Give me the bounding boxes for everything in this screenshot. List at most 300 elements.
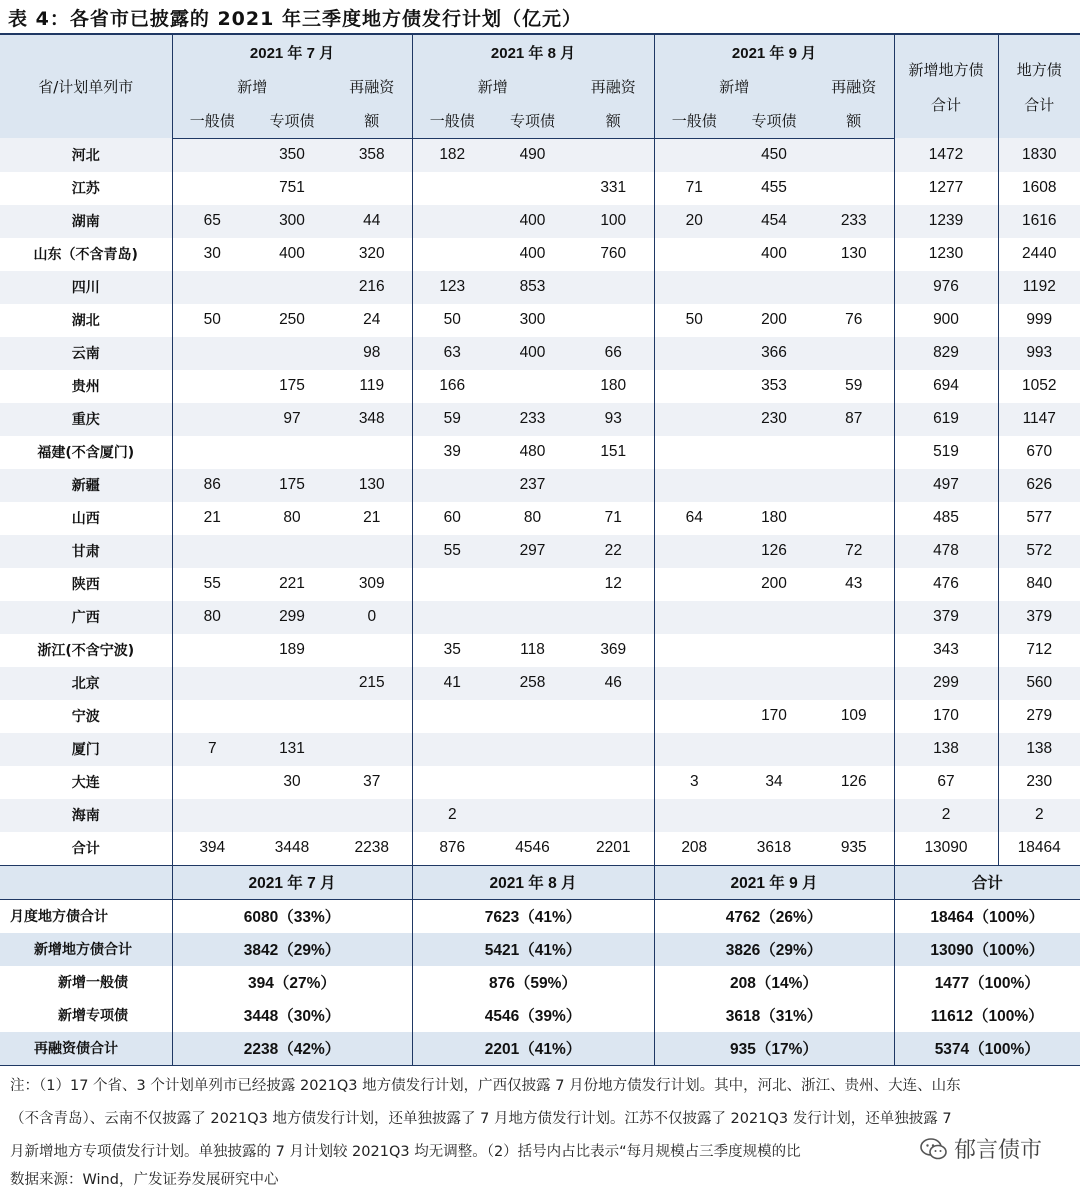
table-cell xyxy=(734,667,814,700)
table-cell xyxy=(573,601,654,634)
table-cell: 1147 xyxy=(998,403,1080,436)
table-cell: 50 xyxy=(172,304,252,337)
table-cell xyxy=(172,370,252,403)
region-name: 四川 xyxy=(0,271,172,304)
table-cell xyxy=(734,634,814,667)
table-cell xyxy=(252,700,332,733)
watermark xyxy=(916,1133,1046,1164)
new-header: 新增 xyxy=(654,69,814,103)
table-cell xyxy=(252,667,332,700)
table-cell xyxy=(412,238,492,271)
table-cell xyxy=(172,535,252,568)
region-name: 重庆 xyxy=(0,403,172,436)
special-bond-header: 专项债 xyxy=(252,103,332,138)
total-header-line1: 地方债 xyxy=(1016,60,1062,79)
table-cell xyxy=(734,436,814,469)
table-cell xyxy=(172,436,252,469)
summary-cell: 18464（100%） xyxy=(894,899,1080,933)
region-name: 江苏 xyxy=(71,181,100,197)
table-cell xyxy=(814,502,894,535)
table-cell: 394 xyxy=(172,832,252,866)
summary-cell: 208（14%） xyxy=(654,966,894,999)
table-cell xyxy=(654,138,734,172)
table-cell xyxy=(492,568,573,601)
table-cell: 230 xyxy=(734,403,814,436)
table-row xyxy=(0,766,1080,799)
table-cell xyxy=(573,271,654,304)
table-cell xyxy=(412,172,492,205)
summary-row xyxy=(0,899,1080,933)
new-header: 新增 xyxy=(412,69,573,103)
region-name: 河北 xyxy=(0,138,172,172)
table-cell: 279 xyxy=(998,700,1080,733)
table-cell xyxy=(814,271,894,304)
table-cell xyxy=(172,766,252,799)
table-cell: 350 xyxy=(252,138,332,172)
region-name: 宁波 xyxy=(71,709,100,725)
table-cell: 20 xyxy=(654,205,734,238)
table-cell: 97 xyxy=(252,403,332,436)
table-cell xyxy=(814,667,894,700)
table-cell xyxy=(332,436,412,469)
table-cell: 63 xyxy=(412,337,492,370)
region-name: 甘肃 xyxy=(0,535,172,568)
table-cell: 37 xyxy=(363,773,381,790)
special-bond-header: 专项债 xyxy=(492,103,573,138)
table-cell: 478 xyxy=(894,535,998,568)
data-source: 数据来源：Wind，广发证券发展研究中心 xyxy=(10,1172,279,1188)
month-header-sep: 2021 年 9 月 xyxy=(654,34,894,69)
table-cell: 1616 xyxy=(998,205,1080,238)
table-cell: 712 xyxy=(998,634,1080,667)
table-row xyxy=(0,502,1080,535)
table-title: 表 4：各省市已披露的 2021 年三季度地方债发行计划（亿元） xyxy=(8,8,582,30)
table-row xyxy=(0,205,1080,238)
table-row xyxy=(0,172,1080,205)
table-cell: 369 xyxy=(600,641,627,658)
table-cell: 1472 xyxy=(894,138,998,172)
table-cell: 455 xyxy=(761,179,787,196)
table-cell: 170 xyxy=(761,707,787,724)
table-cell xyxy=(814,138,894,172)
summary-header-row xyxy=(0,865,1080,899)
table-cell: 98 xyxy=(332,337,412,370)
table-cell: 309 xyxy=(358,575,385,592)
table-cell xyxy=(412,469,492,502)
table-cell: 3618 xyxy=(734,832,814,866)
table-cell xyxy=(492,601,573,634)
summary-row xyxy=(0,999,1080,1032)
table-cell xyxy=(332,733,412,766)
table-row xyxy=(0,337,1080,370)
summary-row xyxy=(0,933,1080,966)
table-cell xyxy=(814,634,894,667)
table-cell: 1277 xyxy=(894,172,998,205)
table-cell: 400 xyxy=(761,245,787,262)
summary-label: 再融资债合计 xyxy=(0,1032,172,1066)
table-cell xyxy=(492,799,573,832)
table-cell xyxy=(412,601,492,634)
table-cell: 80 xyxy=(523,509,542,526)
table-cell: 400 xyxy=(492,337,573,370)
month-header-aug: 2021 年 8 月 xyxy=(412,34,654,69)
table-cell xyxy=(492,766,573,799)
table-cell: 21 xyxy=(172,502,252,535)
table-cell: 24 xyxy=(363,311,381,328)
table-row xyxy=(0,733,1080,766)
summary-cell: 11612（100%） xyxy=(894,999,1080,1032)
table-cell: 182 xyxy=(412,138,492,172)
table-cell: 694 xyxy=(894,370,998,403)
summary-cell: 5374（100%） xyxy=(894,1032,1080,1066)
table-cell xyxy=(654,799,734,832)
table-row xyxy=(0,238,1080,271)
table-cell: 59 xyxy=(845,377,863,394)
table-cell xyxy=(654,436,734,469)
table-cell xyxy=(734,469,814,502)
table-cell: 35 xyxy=(412,634,492,667)
table-row xyxy=(0,535,1080,568)
table-cell: 22 xyxy=(573,535,654,568)
table-row xyxy=(0,370,1080,403)
table-cell xyxy=(332,535,412,568)
table-cell: 358 xyxy=(332,138,412,172)
bond-issuance-table xyxy=(0,33,1080,1066)
table-cell: 1608 xyxy=(998,172,1080,205)
table-cell xyxy=(172,667,252,700)
table-row xyxy=(0,799,1080,832)
summary-label: 新增地方债合计 xyxy=(0,933,172,966)
table-cell: 87 xyxy=(814,403,894,436)
summary-header: 合计 xyxy=(894,865,1080,899)
table-cell xyxy=(492,172,573,205)
table-cell: 366 xyxy=(734,337,814,370)
refi-header-suffix: 额 xyxy=(573,103,654,138)
summary-cell: 1477（100%） xyxy=(894,966,1080,999)
summary-cell: 3826（29%） xyxy=(654,933,894,966)
table-cell: 76 xyxy=(845,311,863,328)
table-cell xyxy=(252,535,332,568)
summary-corner xyxy=(0,865,172,899)
table-cell xyxy=(654,238,734,271)
table-cell xyxy=(332,700,412,733)
table-cell: 39 xyxy=(412,436,492,469)
region-name: 大连 xyxy=(71,775,100,791)
table-cell: 900 xyxy=(894,304,998,337)
table-cell: 480 xyxy=(519,443,546,460)
watermark-text: 郁言债市 xyxy=(953,1138,1042,1163)
table-cell: 66 xyxy=(573,337,654,370)
table-cell: 400 xyxy=(279,245,305,262)
summary-cell: 2201（41%） xyxy=(412,1032,654,1066)
table-cell: 626 xyxy=(998,469,1080,502)
table-cell: 41 xyxy=(412,667,492,700)
table-cell: 13090 xyxy=(894,832,998,866)
table-cell: 1239 xyxy=(894,205,998,238)
summary-row xyxy=(0,1032,1080,1066)
summary-row xyxy=(0,966,1080,999)
table-cell: 180 xyxy=(761,509,787,526)
table-cell xyxy=(734,799,814,832)
refi-header: 再融资 xyxy=(573,69,654,103)
table-cell: 300 xyxy=(519,311,546,328)
summary-cell: 3448（30%） xyxy=(172,999,412,1032)
table-cell: 21 xyxy=(363,509,381,526)
summary-cell: 4762（26%） xyxy=(654,899,894,933)
table-cell: 3 xyxy=(654,766,734,799)
table-cell: 450 xyxy=(734,138,814,172)
table-cell: 1230 xyxy=(894,238,998,271)
table-cell: 71 xyxy=(654,172,734,205)
total-header xyxy=(998,34,1080,138)
summary-cell: 935（17%） xyxy=(654,1032,894,1066)
table-cell xyxy=(172,138,252,172)
table-cell: 215 xyxy=(332,667,412,700)
table-cell: 760 xyxy=(600,245,627,262)
summary-cell: 6080（33%） xyxy=(172,899,412,933)
month-header-jul: 2021 年 7 月 xyxy=(172,34,412,69)
table-cell: 299 xyxy=(894,667,998,700)
table-cell xyxy=(573,766,654,799)
table-cell xyxy=(814,436,894,469)
table-cell: 258 xyxy=(492,667,573,700)
table-cell xyxy=(172,799,252,832)
table-cell xyxy=(252,436,332,469)
table-cell: 118 xyxy=(520,641,545,658)
total-row xyxy=(0,832,1080,866)
table-cell xyxy=(412,700,492,733)
table-cell xyxy=(492,370,573,403)
table-cell xyxy=(654,733,734,766)
summary-header: 2021 年 8 月 xyxy=(412,865,654,899)
table-cell: 490 xyxy=(492,138,573,172)
table-cell: 80 xyxy=(172,601,252,634)
table-cell: 119 xyxy=(359,377,385,394)
table-cell xyxy=(654,700,734,733)
refi-header: 再融资 xyxy=(814,69,894,103)
summary-cell: 7623（41%） xyxy=(412,899,654,933)
table-row xyxy=(0,568,1080,601)
table-cell: 237 xyxy=(492,469,573,502)
table-cell xyxy=(734,271,814,304)
table-cell: 64 xyxy=(654,502,734,535)
region-name: 北京 xyxy=(0,667,172,700)
general-bond-header: 一般债 xyxy=(654,103,734,138)
table-cell: 300 xyxy=(252,205,332,238)
table-cell: 130 xyxy=(840,245,867,262)
table-cell: 2201 xyxy=(573,832,654,866)
table-cell: 572 xyxy=(998,535,1080,568)
table-cell xyxy=(654,535,734,568)
region-name: 山西 xyxy=(71,511,100,527)
table-cell xyxy=(814,601,894,634)
table-cell xyxy=(654,469,734,502)
region-name: 云南 xyxy=(0,337,172,370)
table-cell: 34 xyxy=(765,773,783,790)
table-cell: 993 xyxy=(998,337,1080,370)
new-total-header-line1: 新增地方债 xyxy=(908,60,984,79)
note-line: 月新增地方专项债发行计划。单独披露的 7 月计划较 2021Q3 均无调整。（2）括号内占比表示“每月规模占三季度规模的比 xyxy=(10,1144,801,1160)
summary-cell: 3842（29%） xyxy=(172,933,412,966)
table-cell: 175 xyxy=(279,377,305,394)
region-name: 福建(不含厦门) xyxy=(37,445,135,461)
table-cell: 1830 xyxy=(998,138,1080,172)
table-cell: 2440 xyxy=(998,238,1080,271)
table-cell: 180 xyxy=(600,377,627,394)
table-cell: 43 xyxy=(845,575,863,592)
table-cell: 44 xyxy=(332,205,412,238)
table-cell xyxy=(412,205,492,238)
table-cell xyxy=(252,271,332,304)
table-row xyxy=(0,601,1080,634)
refi-header-suffix: 额 xyxy=(814,103,894,138)
region-column-header: 省/计划单列市 xyxy=(0,34,172,138)
table-cell: 123 xyxy=(412,271,492,304)
table-cell: 109 xyxy=(840,707,867,724)
general-bond-header: 一般债 xyxy=(412,103,492,138)
general-bond-header: 一般债 xyxy=(172,103,252,138)
table-cell: 485 xyxy=(894,502,998,535)
table-cell xyxy=(412,568,492,601)
table-cell xyxy=(412,766,492,799)
summary-label: 新增一般债 xyxy=(58,975,128,991)
table-cell xyxy=(172,337,252,370)
table-cell xyxy=(814,337,894,370)
summary-label: 月度地方债合计 xyxy=(10,909,108,925)
table-cell: 233 xyxy=(814,205,894,238)
table-cell: 999 xyxy=(998,304,1080,337)
table-cell: 130 xyxy=(332,469,412,502)
table-cell: 131 xyxy=(252,733,332,766)
table-row xyxy=(0,304,1080,337)
table-cell xyxy=(412,733,492,766)
summary-header: 2021 年 9 月 xyxy=(654,865,894,899)
table-cell: 100 xyxy=(573,205,654,238)
table-cell: 7 xyxy=(172,733,252,766)
table-row xyxy=(0,634,1080,667)
table-cell: 138 xyxy=(894,733,998,766)
table-cell: 379 xyxy=(998,601,1080,634)
table-cell: 670 xyxy=(998,436,1080,469)
table-cell: 175 xyxy=(252,469,332,502)
table-cell: 619 xyxy=(894,403,998,436)
table-row xyxy=(0,271,1080,304)
table-cell xyxy=(734,601,814,634)
table-cell: 297 xyxy=(492,535,573,568)
table-cell xyxy=(492,700,573,733)
table-cell: 320 xyxy=(358,245,385,262)
summary-cell: 4546（39%） xyxy=(412,999,654,1032)
table-cell: 233 xyxy=(492,403,573,436)
table-cell: 476 xyxy=(894,568,998,601)
wechat-icon xyxy=(920,1138,948,1160)
summary-cell: 876（59%） xyxy=(412,966,654,999)
table-cell: 454 xyxy=(734,205,814,238)
region-name: 厦门 xyxy=(0,733,172,766)
table-cell: 343 xyxy=(894,634,998,667)
table-cell xyxy=(734,733,814,766)
table-cell: 497 xyxy=(894,469,998,502)
table-cell: 126 xyxy=(734,535,814,568)
table-cell: 299 xyxy=(252,601,332,634)
table-cell: 935 xyxy=(814,832,894,866)
table-cell xyxy=(492,733,573,766)
table-cell: 400 xyxy=(519,245,546,262)
table-cell xyxy=(654,403,734,436)
table-cell xyxy=(573,700,654,733)
table-cell: 876 xyxy=(412,832,492,866)
table-cell: 80 xyxy=(283,509,301,526)
summary-cell: 394（27%） xyxy=(172,966,412,999)
table-cell xyxy=(332,172,412,205)
total-header-line2: 合计 xyxy=(1024,95,1055,114)
table-cell: 200 xyxy=(761,311,787,328)
refi-header: 再融资 xyxy=(332,69,412,103)
table-cell: 72 xyxy=(814,535,894,568)
table-cell xyxy=(573,799,654,832)
table-cell: 71 xyxy=(604,509,622,526)
table-cell: 200 xyxy=(761,575,787,592)
table-cell xyxy=(332,634,412,667)
table-cell: 3448 xyxy=(252,832,332,866)
table-cell: 751 xyxy=(279,179,305,196)
table-cell xyxy=(172,403,252,436)
notes xyxy=(10,1070,1072,1169)
refi-header-suffix: 额 xyxy=(332,103,412,138)
table-cell: 12 xyxy=(604,575,622,592)
table-cell: 170 xyxy=(894,700,998,733)
table-cell: 55 xyxy=(172,568,252,601)
table-cell: 0 xyxy=(332,601,412,634)
region-name: 浙江(不含宁波) xyxy=(37,643,135,659)
table-cell: 829 xyxy=(894,337,998,370)
summary-cell: 13090（100%） xyxy=(894,933,1080,966)
table-row xyxy=(0,700,1080,733)
table-cell xyxy=(332,799,412,832)
summary-cell: 5421（41%） xyxy=(412,933,654,966)
table-cell: 59 xyxy=(412,403,492,436)
table-cell: 189 xyxy=(279,641,305,658)
table-cell: 353 xyxy=(761,377,787,394)
table-cell: 166 xyxy=(412,370,492,403)
table-cell: 230 xyxy=(998,766,1080,799)
table-cell xyxy=(172,634,252,667)
note-line: 注：（1）17 个省、3 个计划单列市已经披露 2021Q3 地方债发行计划，广西仅披露 7 月份地方债发行计划。其中，河北、浙江、贵州、大连、山东 xyxy=(10,1078,961,1094)
region-name: 新疆 xyxy=(0,469,172,502)
table-cell: 2 xyxy=(998,799,1080,832)
table-cell: 126 xyxy=(840,773,867,790)
table-cell xyxy=(814,799,894,832)
table-cell: 46 xyxy=(573,667,654,700)
table-cell: 60 xyxy=(412,502,492,535)
table-cell: 50 xyxy=(412,304,492,337)
table-row xyxy=(0,403,1080,436)
table-cell xyxy=(814,172,894,205)
region-name: 山东（不含青岛) xyxy=(33,247,138,263)
table-cell: 208 xyxy=(654,832,734,866)
table-cell: 1192 xyxy=(998,271,1080,304)
table-cell xyxy=(814,469,894,502)
table-cell: 30 xyxy=(172,238,252,271)
table-cell: 221 xyxy=(279,575,305,592)
table-cell xyxy=(654,601,734,634)
table-cell: 2 xyxy=(894,799,998,832)
table-cell xyxy=(654,634,734,667)
table-cell xyxy=(654,271,734,304)
table-cell xyxy=(814,733,894,766)
table-cell xyxy=(573,469,654,502)
table-cell: 250 xyxy=(279,311,305,328)
